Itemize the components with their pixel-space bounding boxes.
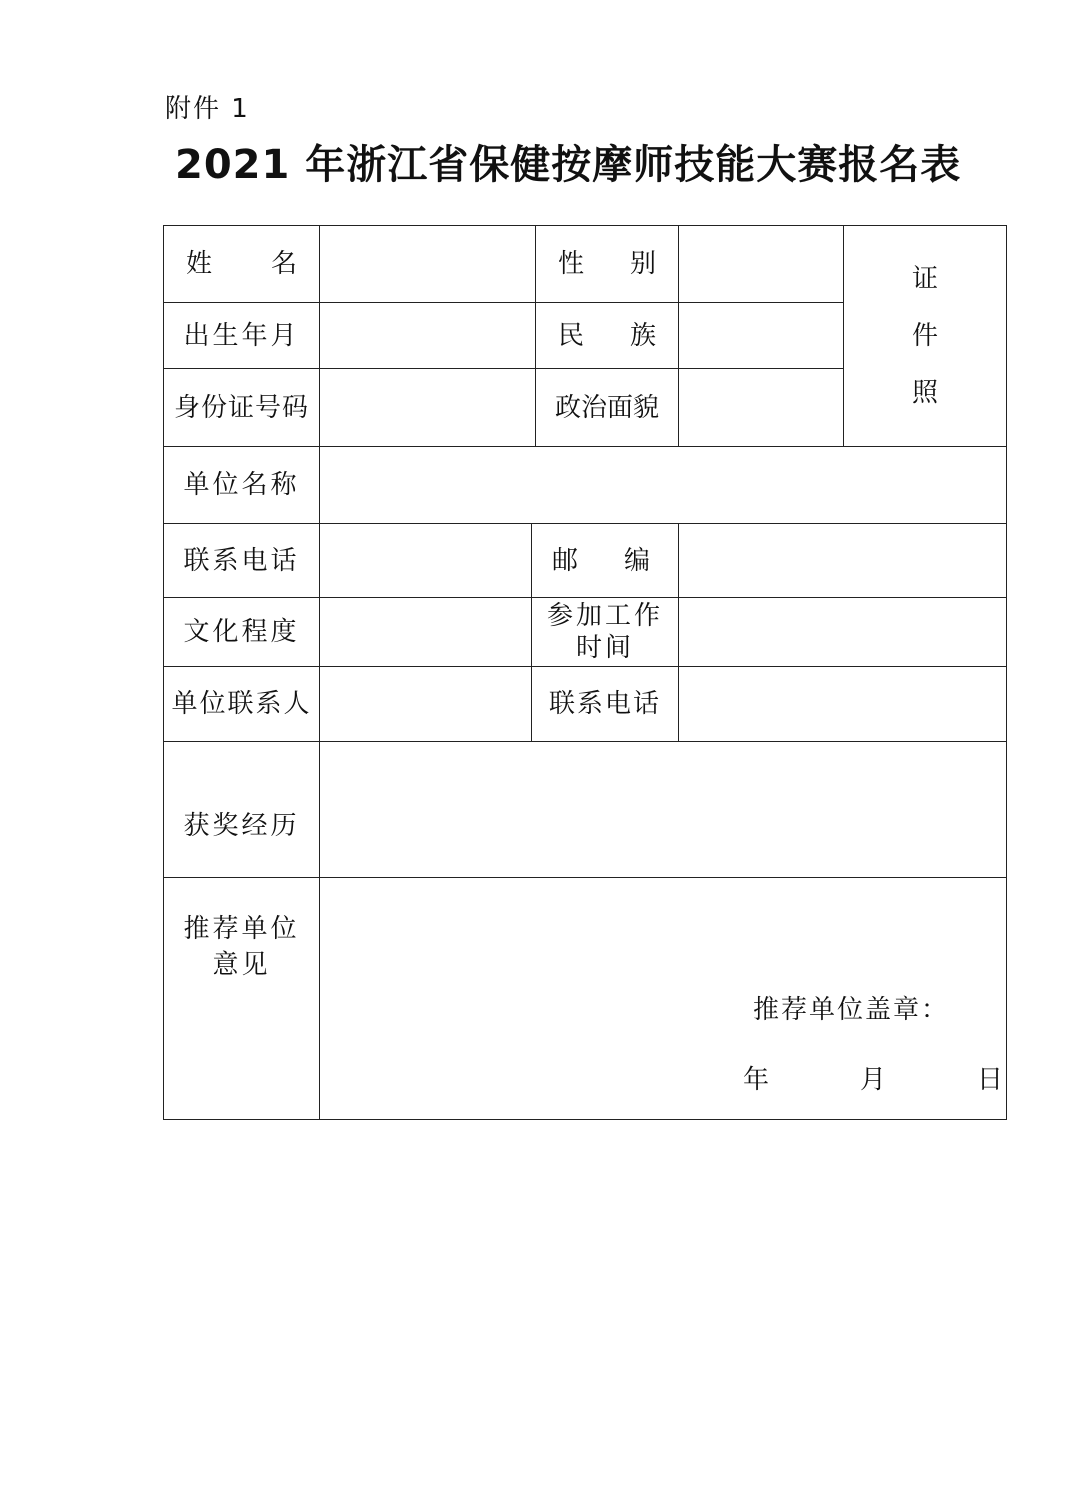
- awards-input-cell[interactable]: [320, 742, 1006, 877]
- work-start-input-cell[interactable]: [679, 598, 1006, 666]
- education-input-cell[interactable]: [320, 598, 531, 666]
- political-status-label: 政治面貌: [554, 392, 659, 423]
- phone-label: 联系电话: [183, 545, 300, 576]
- date-line: [743, 1063, 1003, 1097]
- postcode-input-cell[interactable]: [679, 524, 1006, 597]
- ethnicity-label: 民 族: [558, 320, 656, 351]
- id-number-input-cell[interactable]: [320, 369, 535, 446]
- unit-phone-label: 联系电话: [548, 689, 661, 719]
- education-label: 文化程度: [183, 617, 300, 647]
- photo-cell[interactable]: 证 件 照: [911, 263, 938, 408]
- name-input-cell[interactable]: [320, 226, 535, 302]
- recommend-label: 推荐单位 意见: [183, 914, 300, 980]
- name-label: 姓 名: [186, 249, 297, 279]
- id-number-label: 身份证号码: [173, 392, 309, 423]
- unit-phone-input-cell[interactable]: [679, 667, 1006, 741]
- employer-label: 单位名称: [183, 470, 300, 500]
- phone-input-cell[interactable]: [320, 524, 531, 597]
- employer-input-cell[interactable]: [320, 447, 1006, 523]
- postcode-label: 邮 编: [552, 545, 650, 576]
- gender-input-cell[interactable]: [679, 226, 843, 302]
- year-label: 年: [743, 1065, 770, 1095]
- birth-input-cell[interactable]: [320, 303, 535, 368]
- birth-label: 出生年月: [183, 320, 300, 351]
- awards-label: 获奖经历: [183, 810, 300, 841]
- attachment-label: 附件 1: [165, 94, 250, 124]
- work-start-label: 参加工作 时间: [546, 601, 663, 663]
- gender-label: 性 别: [558, 249, 656, 279]
- month-label: 月: [859, 1065, 886, 1095]
- unit-contact-input-cell[interactable]: [320, 667, 531, 741]
- seal-label: 推荐单位盖章：: [753, 995, 950, 1025]
- day-label: 日: [976, 1065, 1003, 1095]
- ethnicity-input-cell[interactable]: [679, 303, 843, 368]
- registration-form-table: [163, 225, 1007, 1120]
- form-title: 2021 年浙江省保健按摩师技能大赛报名表: [175, 142, 962, 188]
- political-status-input-cell[interactable]: [679, 369, 843, 446]
- unit-contact-label: 单位联系人: [171, 689, 312, 719]
